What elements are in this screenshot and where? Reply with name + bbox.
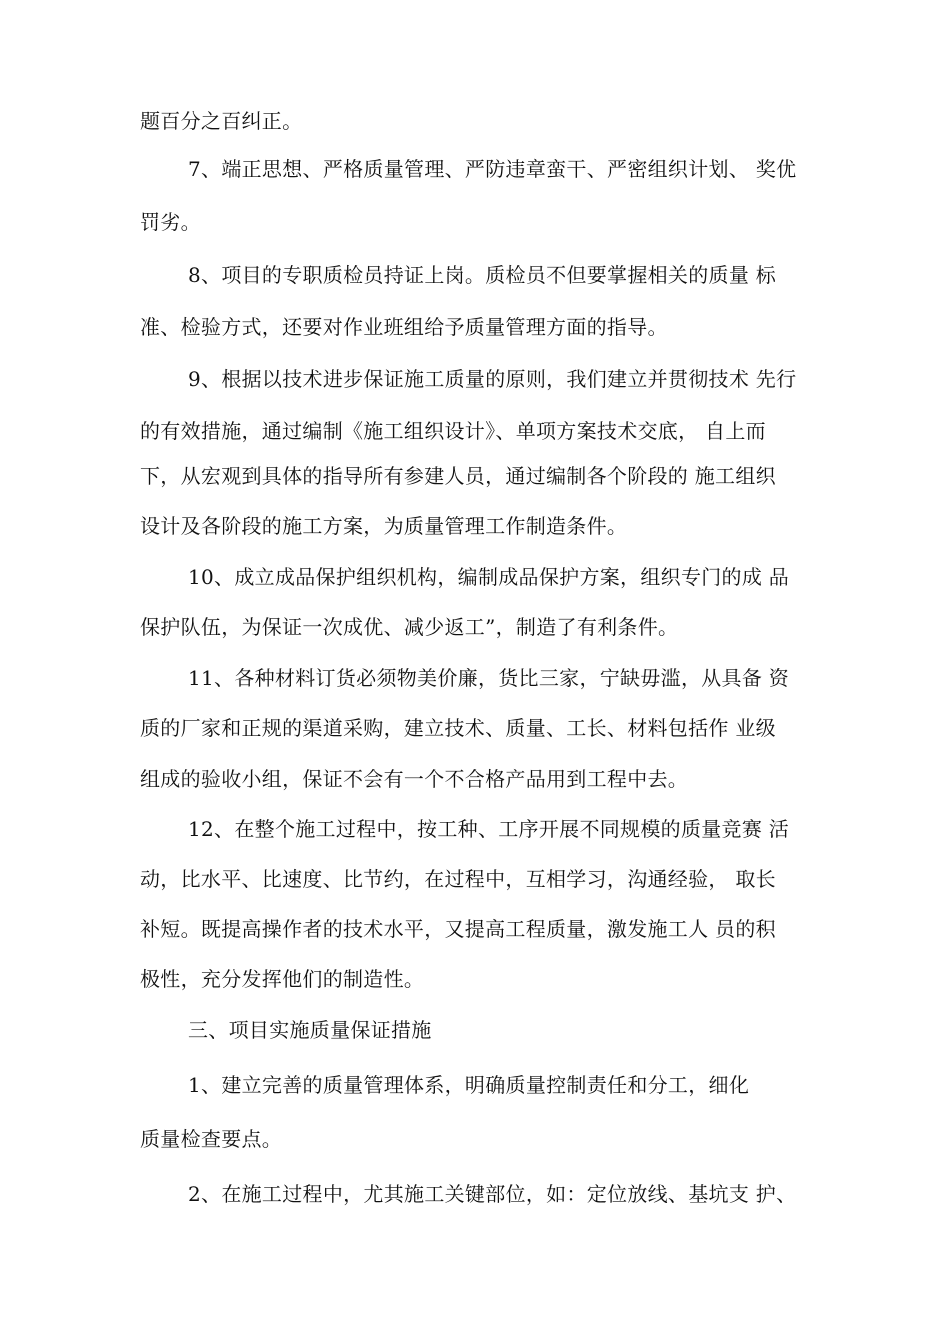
paragraph-line: 设计及各阶段的施工方案，为质量管理工作制造条件。 [140, 514, 628, 538]
paragraph-line: 罚劣。 [140, 210, 201, 234]
paragraph-line: 题百分之百纠正。 [140, 109, 303, 133]
paragraph-line: 质的厂家和正规的渠道采购，建立技术、质量、工长、材料包括作 业级 [140, 716, 776, 740]
paragraph-line: 9、根据以技术进步保证施工质量的原则，我们建立并贯彻技术 先行 [188, 367, 797, 391]
paragraph-line: 11、各种材料订货必须物美价廉，货比三家，宁缺毋滥，从具备 资 [188, 666, 790, 690]
paragraph-line: 动，比水平、比速度、比节约，在过程中，互相学习，沟通经验， 取长 [140, 867, 776, 891]
paragraph-line: 7、端正思想、严格质量管理、严防违章蛮干、严密组织计划、 奖优 [188, 157, 797, 181]
paragraph-line: 10、成立成品保护组织机构，编制成品保护方案，组织专门的成 品 [188, 565, 790, 589]
paragraph-line: 1、建立完善的质量管理体系，明确质量控制责任和分工，细化 [188, 1073, 750, 1097]
paragraph-line: 准、检验方式，还要对作业班组给予质量管理方面的指导。 [140, 315, 668, 339]
paragraph-line: 极性，充分发挥他们的制造性。 [140, 967, 425, 991]
paragraph-line: 12、在整个施工过程中，按工种、工序开展不同规模的质量竞赛 活 [188, 817, 790, 841]
paragraph-line: 2、在施工过程中，尤其施工关键部位，如：定位放线、基坑支 护、 [188, 1182, 797, 1206]
paragraph-line: 组成的验收小组，保证不会有一个不合格产品用到工程中去。 [140, 767, 689, 791]
section-heading: 三、项目实施质量保证措施 [188, 1018, 432, 1042]
paragraph-line: 补短。既提高操作者的技术水平，又提高工程质量，激发施工人 员的积 [140, 917, 776, 941]
paragraph-line: 保护队伍，为保证一次成优、减少返工”，制造了有利条件。 [140, 615, 679, 639]
paragraph-line: 8、项目的专职质检员持证上岗。质检员不但要掌握相关的质量 标 [188, 263, 777, 287]
paragraph-line: 下，从宏观到具体的指导所有参建人员，通过编制各个阶段的 施工组织 [140, 464, 776, 488]
paragraph-line: 质量检查要点。 [140, 1127, 283, 1151]
paragraph-line: 的有效措施，通过编制《施工组织设计》、单项方案技术交底， 自上而 [140, 419, 766, 443]
